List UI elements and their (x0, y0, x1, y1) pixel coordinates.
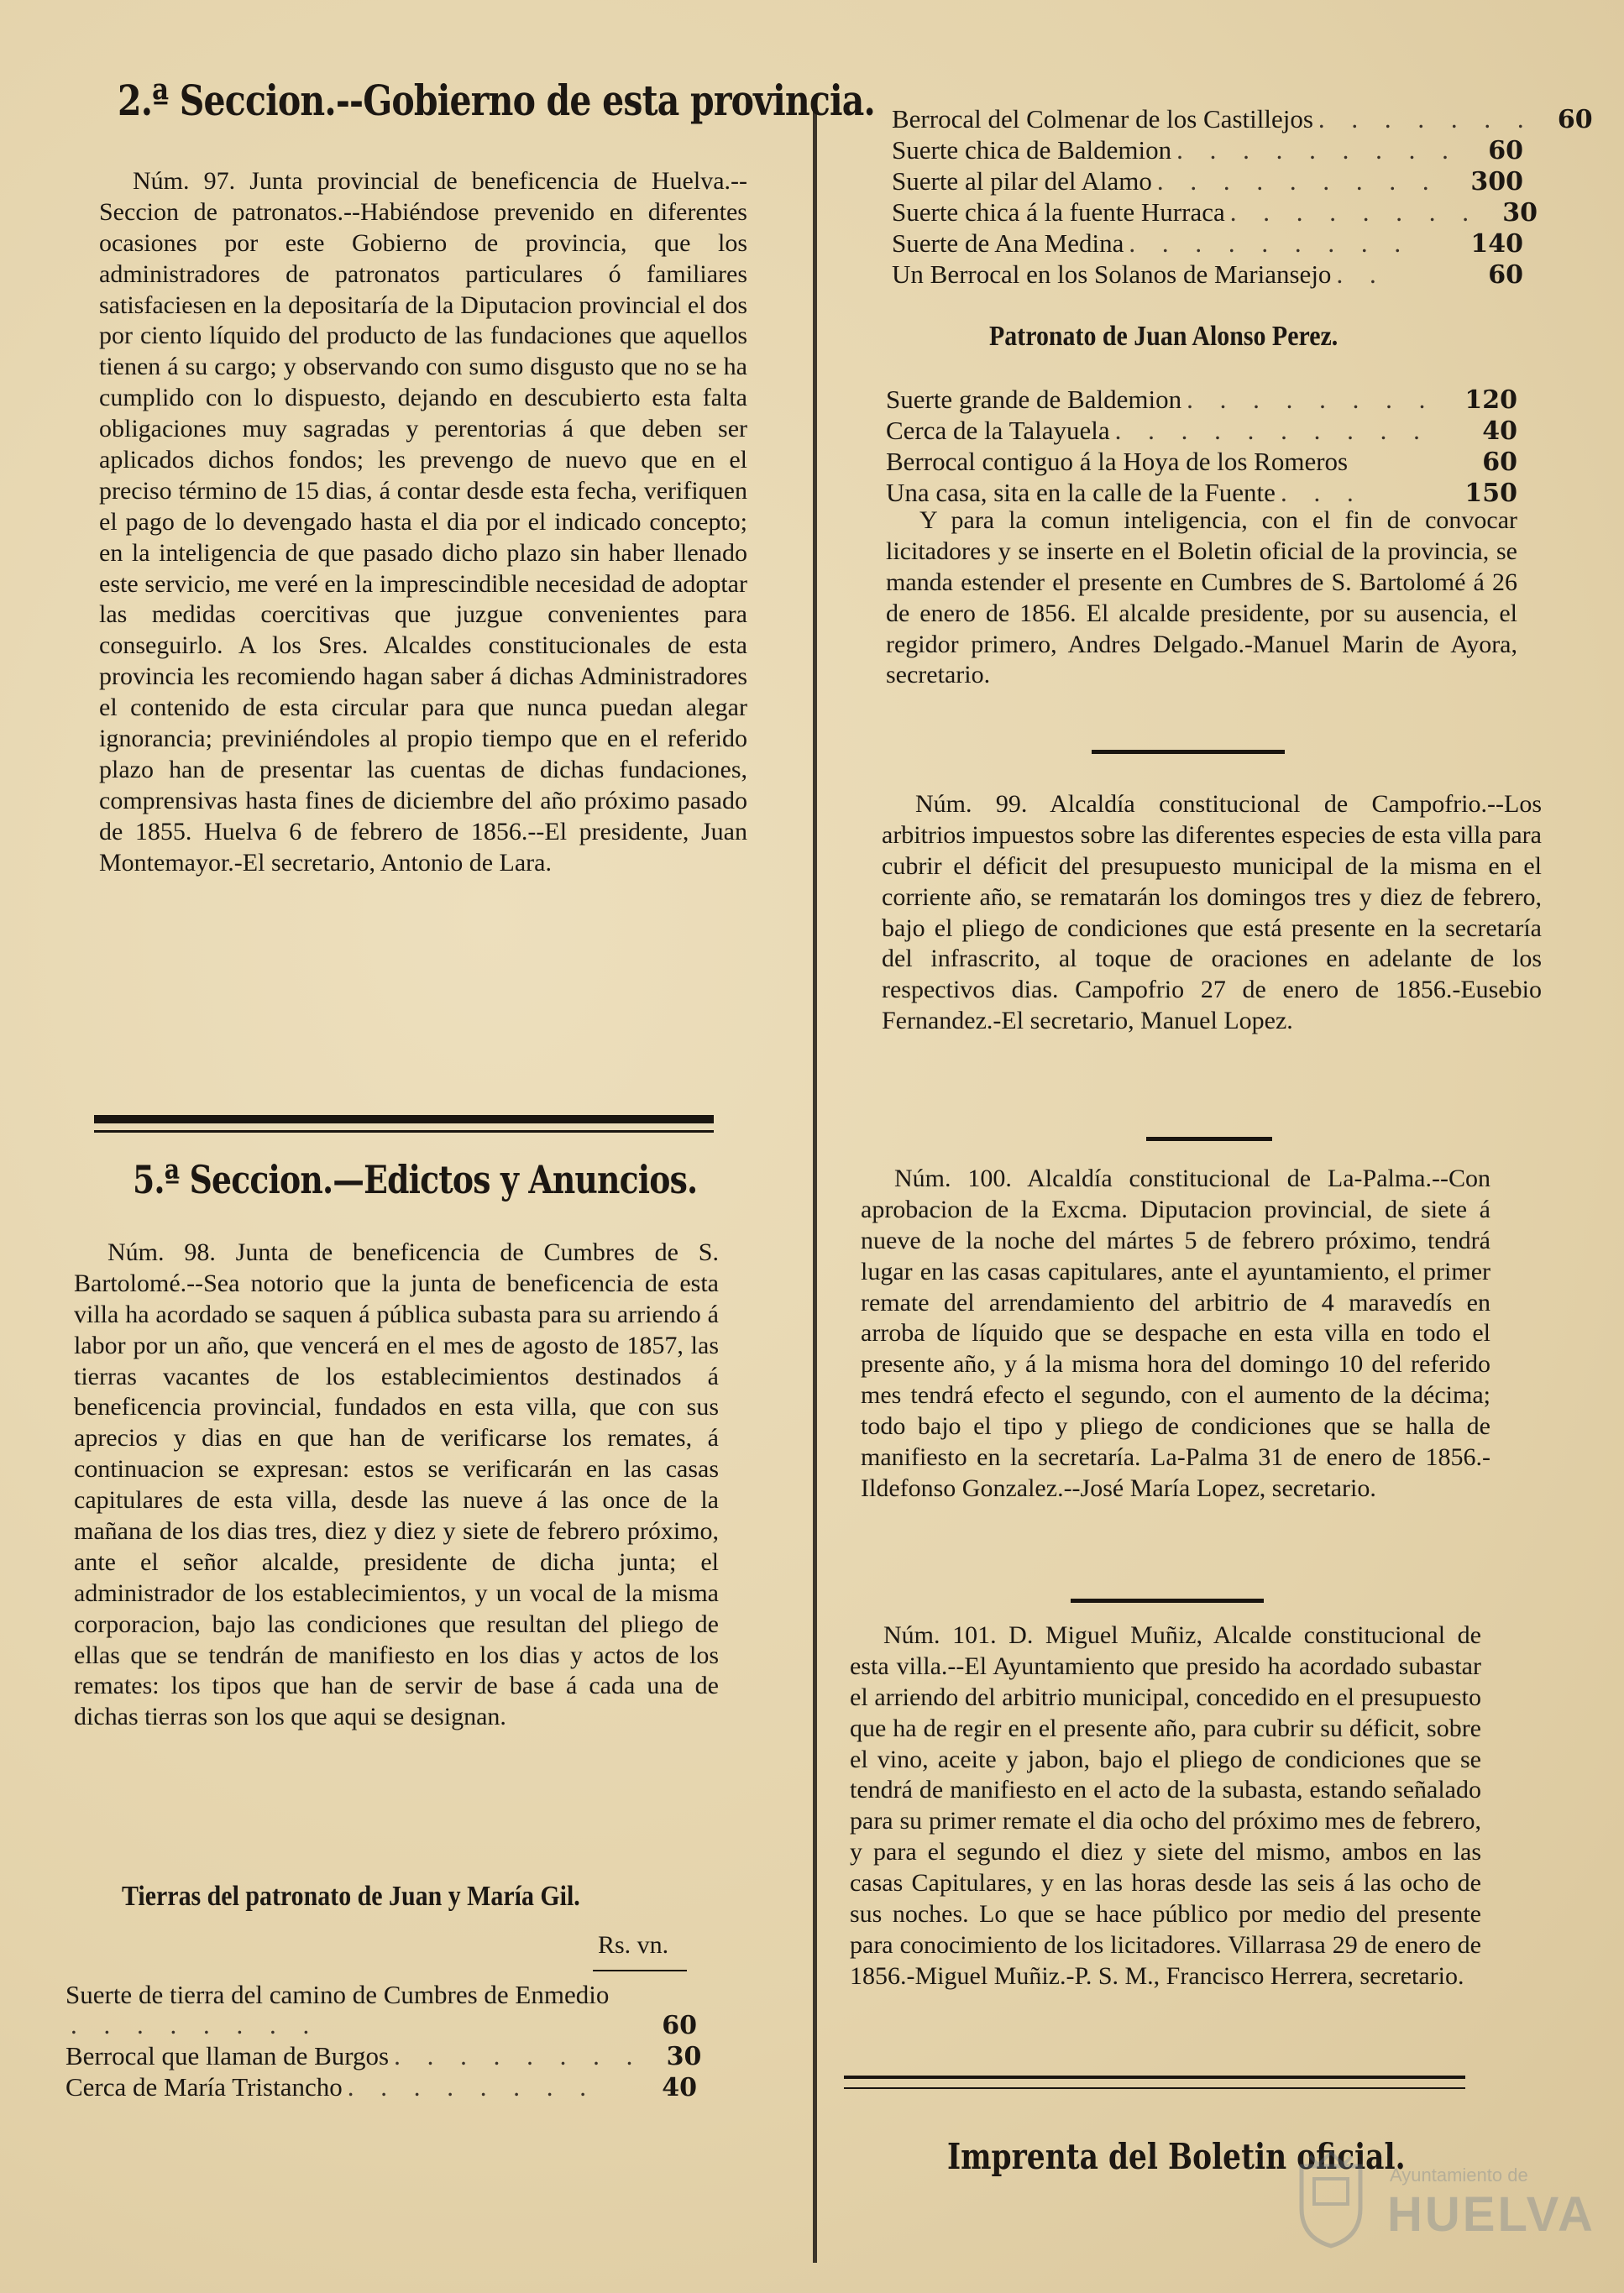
property-value: 40 (662, 2073, 697, 2102)
watermark-line1: Ayuntamiento de (1390, 2165, 1528, 2186)
leader-dots: . . . . . . . . . . (1114, 416, 1430, 445)
notice-99: Núm. 99. Alcaldía constitucional de Campofrio.--Los arbitrios impuestos sobre las diferentes especies de esta villa para cubrir el déficit del presupuesto municipal de la misma en el corriente año, se rematarán los domingos tres y diez de febrero, bajo el pliego de condiciones que está presente en la secretaría del infrascrito, al toque de oraciones en adelante de los respectivos dias. Campofrio 27 de enero de 1856.-Eusebio Fernandez.-El secretario, Manuel Lopez. (882, 790, 1542, 1035)
leader-dots: . . . (1280, 478, 1364, 507)
notice-97: Núm. 97. Junta provincial de beneficencia de Huelva.--Seccion de patronatos.--Habiéndose prevenido en diferentes ocasiones por este Gobierno de provincia, que los administradores de patronatos particulares ó familiares satisfaciesen en la depositaría de la Diputacion provincial el dos por ciento líquido del producto de las fundaciones que aquellos tienen á su cargo; y observando con sumo disgusto que no se ha cumplido con lo dispuesto, dejando en descubierto esta falta obligaciones muy sagradas y perentorias á que deben ser aplicados dichos fondos; les prevengo de nuevo que en el preciso término de 15 dias, á contar desde esta fecha, verifiquen el pago de lo devengado hasta el dia por el indicado concepto; en la inteligencia de que pasado dicho plazo sin haber llenado este servicio, me veré en la imprescindible necesidad de adoptar las medidas coercitivas que juzgue convenientes para conseguirlo. A los Sres. Alcaldes constitucionales de esta provincia les recomiendo hagan saber á dichas Administradores el contenido de esta circular para que nunca puedan alegar ignorancia; previniéndoles al propio tiempo que en el referido plazo han de presentar las cuentas de dichas fundaciones, comprensivas hasta fines de diciembre del año próximo pasado de 1855. Huelva 6 de febrero de 1856.--El presidente, Juan Montemayor.-El secretario, Antonio de Lara. (99, 167, 747, 877)
list-item (886, 416, 1517, 447)
property-value: 120 (1464, 385, 1517, 415)
list-item (892, 104, 1593, 135)
column-divider (813, 97, 817, 2263)
list-item (892, 197, 1538, 228)
property-value: 30 (1502, 198, 1538, 228)
closing-rule-top (844, 2076, 1465, 2079)
property-name: Suerte grande de Baldemion (886, 385, 1182, 414)
property-value: 140 (1470, 229, 1523, 259)
separator-rule (1071, 1599, 1264, 1603)
section-2-title: 2.ª Seccion.--Gobierno de esta provincia. (118, 76, 875, 125)
leader-dots: . . . . . . . . (1229, 197, 1479, 227)
leader-dots: . . . . . . . . . (1129, 228, 1412, 258)
watermark (1293, 2149, 1595, 2250)
rs-vn-underline (593, 1970, 687, 1971)
printer-footer: Imprenta del Boletin oficial. (947, 2136, 1406, 2177)
leader-dots: . . (1336, 259, 1386, 289)
list-item (65, 2072, 697, 2103)
property-name: Suerte al pilar del Alamo (892, 166, 1152, 196)
list-item (65, 2041, 702, 2072)
separator-rule (1146, 1137, 1272, 1141)
leader-dots: . . . . . . . . . (1156, 166, 1439, 196)
list-item (886, 447, 1517, 478)
list-item (892, 135, 1523, 166)
section-5-title: 5.ª Seccion.—Edictos y Anuncios. (133, 1157, 698, 1202)
property-name: Berrocal que llaman de Burgos (65, 2041, 390, 2071)
property-name: Suerte de tierra del camino de Cumbres de Enmedio (65, 1980, 610, 2009)
property-name: Suerte chica de Baldemion (892, 135, 1172, 165)
property-value: 60 (1557, 105, 1593, 134)
property-name: Cerca de María Tristancho (65, 2072, 343, 2102)
closing-rule-bottom (844, 2087, 1465, 2089)
property-name: Cerca de la Talayuela (886, 416, 1110, 445)
patronato-perez-list (886, 385, 1517, 509)
watermark-line2: HUELVA (1387, 2187, 1595, 2242)
list-item (886, 478, 1517, 509)
property-value: 60 (1488, 136, 1523, 165)
property-value: 40 (1482, 416, 1517, 446)
property-value: 150 (1464, 479, 1517, 508)
section-rule-top (94, 1115, 714, 1123)
continued-tierras-list (892, 104, 1593, 291)
leader-dots: . . . . . . . (1318, 104, 1534, 133)
tierras-list (65, 1980, 702, 2103)
property-value: 30 (666, 2042, 702, 2071)
leader-dots: . . . . . . . . . (1176, 135, 1459, 165)
property-name: Una casa, sita en la calle de la Fuente (886, 478, 1276, 507)
notice-101: Núm. 101. D. Miguel Muñiz, Alcalde constitucional de esta villa.--El Ayuntamiento que presido ha acordado subastar el arriendo del arbitrio municipal, concedido en el presupuesto que ha de regir en el presente año, para cubrir su déficit, sobre el vino, aceite y jabon, bajo el pliego de condiciones que se tendrá de manifiesto en el acto de la subasta, estando señalado para su primer remate el dia ocho del próximo mes de febrero, y para el segundo el diez y siete del mismo, ambos en las casas Capitulares, y en las horas desde las seis á las ocho de sus noches. Lo que se hace público por medio del presente para conocimiento de los licitadores. Villarrasa 29 de enero de 1856.-Miguel Muñiz.-P. S. M., Francisco Herrera, secretario. (850, 1621, 1481, 1990)
property-value: 60 (1488, 260, 1523, 290)
list-item (892, 166, 1523, 197)
list-item (892, 259, 1523, 291)
tierras-title: Tierras del patronato de Juan y María Gil. (122, 1881, 580, 1912)
coat-of-arms-icon (1293, 2149, 1369, 2250)
list-item (892, 228, 1523, 259)
section-rule-bottom (94, 1130, 714, 1133)
notice-98-closing: Y para la comun inteligencia, con el fin de convocar licitadores y se inserte en el Boletin oficial de la provincia, se manda estender el presente en Cumbres de S. Bartolomé á 26 de enero de 1856. El alcalde presidente, por su ausencia, el regidor primero, Andres Delgado.-Manuel Marin de Ayora, secretario. (886, 506, 1517, 689)
list-item (65, 1980, 697, 2041)
rs-vn-header: Rs. vn. (598, 1931, 669, 1959)
separator-rule (1092, 750, 1285, 754)
leader-dots: . . . . . . . . (71, 2010, 320, 2039)
property-name: Berrocal del Colmenar de los Castillejos (892, 104, 1313, 133)
property-name: Un Berrocal en los Solanos de Mariansejo (892, 259, 1332, 289)
patronato-perez-title: Patronato de Juan Alonso Perez. (989, 321, 1338, 352)
property-value: 300 (1470, 167, 1523, 196)
property-name: Suerte chica á la fuente Hurraca (892, 197, 1225, 227)
leader-dots: . . . . . . . . (1187, 385, 1436, 414)
property-name: Suerte de Ana Medina (892, 228, 1124, 258)
leader-dots: . . . . . . . . (394, 2041, 643, 2071)
list-item (886, 385, 1517, 416)
property-name: Berrocal contiguo á la Hoya de los Romeros (886, 447, 1349, 476)
leader-dots: . . . . . . . . (347, 2072, 596, 2102)
notice-98: Núm. 98. Junta de beneficencia de Cumbres de S. Bartolomé.--Sea notorio que la junta de beneficencia de esta villa ha acordado se saquen á pública subasta para su arriendo á labor por un año, que vencerá en el mes de agosto de 1857, las tierras vacantes de los establecimientos destinados á beneficencia provincial, fundados en esta villa, que con sus aprecios y dias en que han de verificarse los remates, á continuacion se expresan: estos se verificarán en las casas capitulares de esta villa, desde las nueve á las once de la mañana de los dias tres, diez y diez y siete de febrero próximo, ante el señor alcalde, presidente de dicha junta; el administrador de los establecimientos, y un vocal de la misma corporacion, bajo las condiciones que resultan del pliego de ellas que se tendrán de manifiesto en los dias y actos de los remates: los tipos que han de servir de base á cada una de dichas tierras son los que aqui se designan. (74, 1238, 719, 1731)
property-value: 60 (1482, 448, 1517, 477)
notice-100: Núm. 100. Alcaldía constitucional de La-Palma.--Con aprobacion de la Excma. Diputacion provincial, de siete á nueve de la noche del mártes 5 de febrero próximo, tendrá lugar en las casas capitulares, ante el ayuntamiento, el primer remate del arrendamiento del arbitrio de 4 maravedís en arroba de líquido que se despache en esta villa en todo el presente año, y á la misma hora del domingo 10 del referido mes tendrá efecto el segundo, con el aumento de la décima; todo bajo el tipo y pliego de condiciones que se halla de manifiesto en la secretaría. La-Palma 31 de enero de 1856.-Ildefonso Gonzalez.--José María Lopez, secretario. (861, 1165, 1490, 1502)
property-value: 60 (662, 2011, 697, 2040)
